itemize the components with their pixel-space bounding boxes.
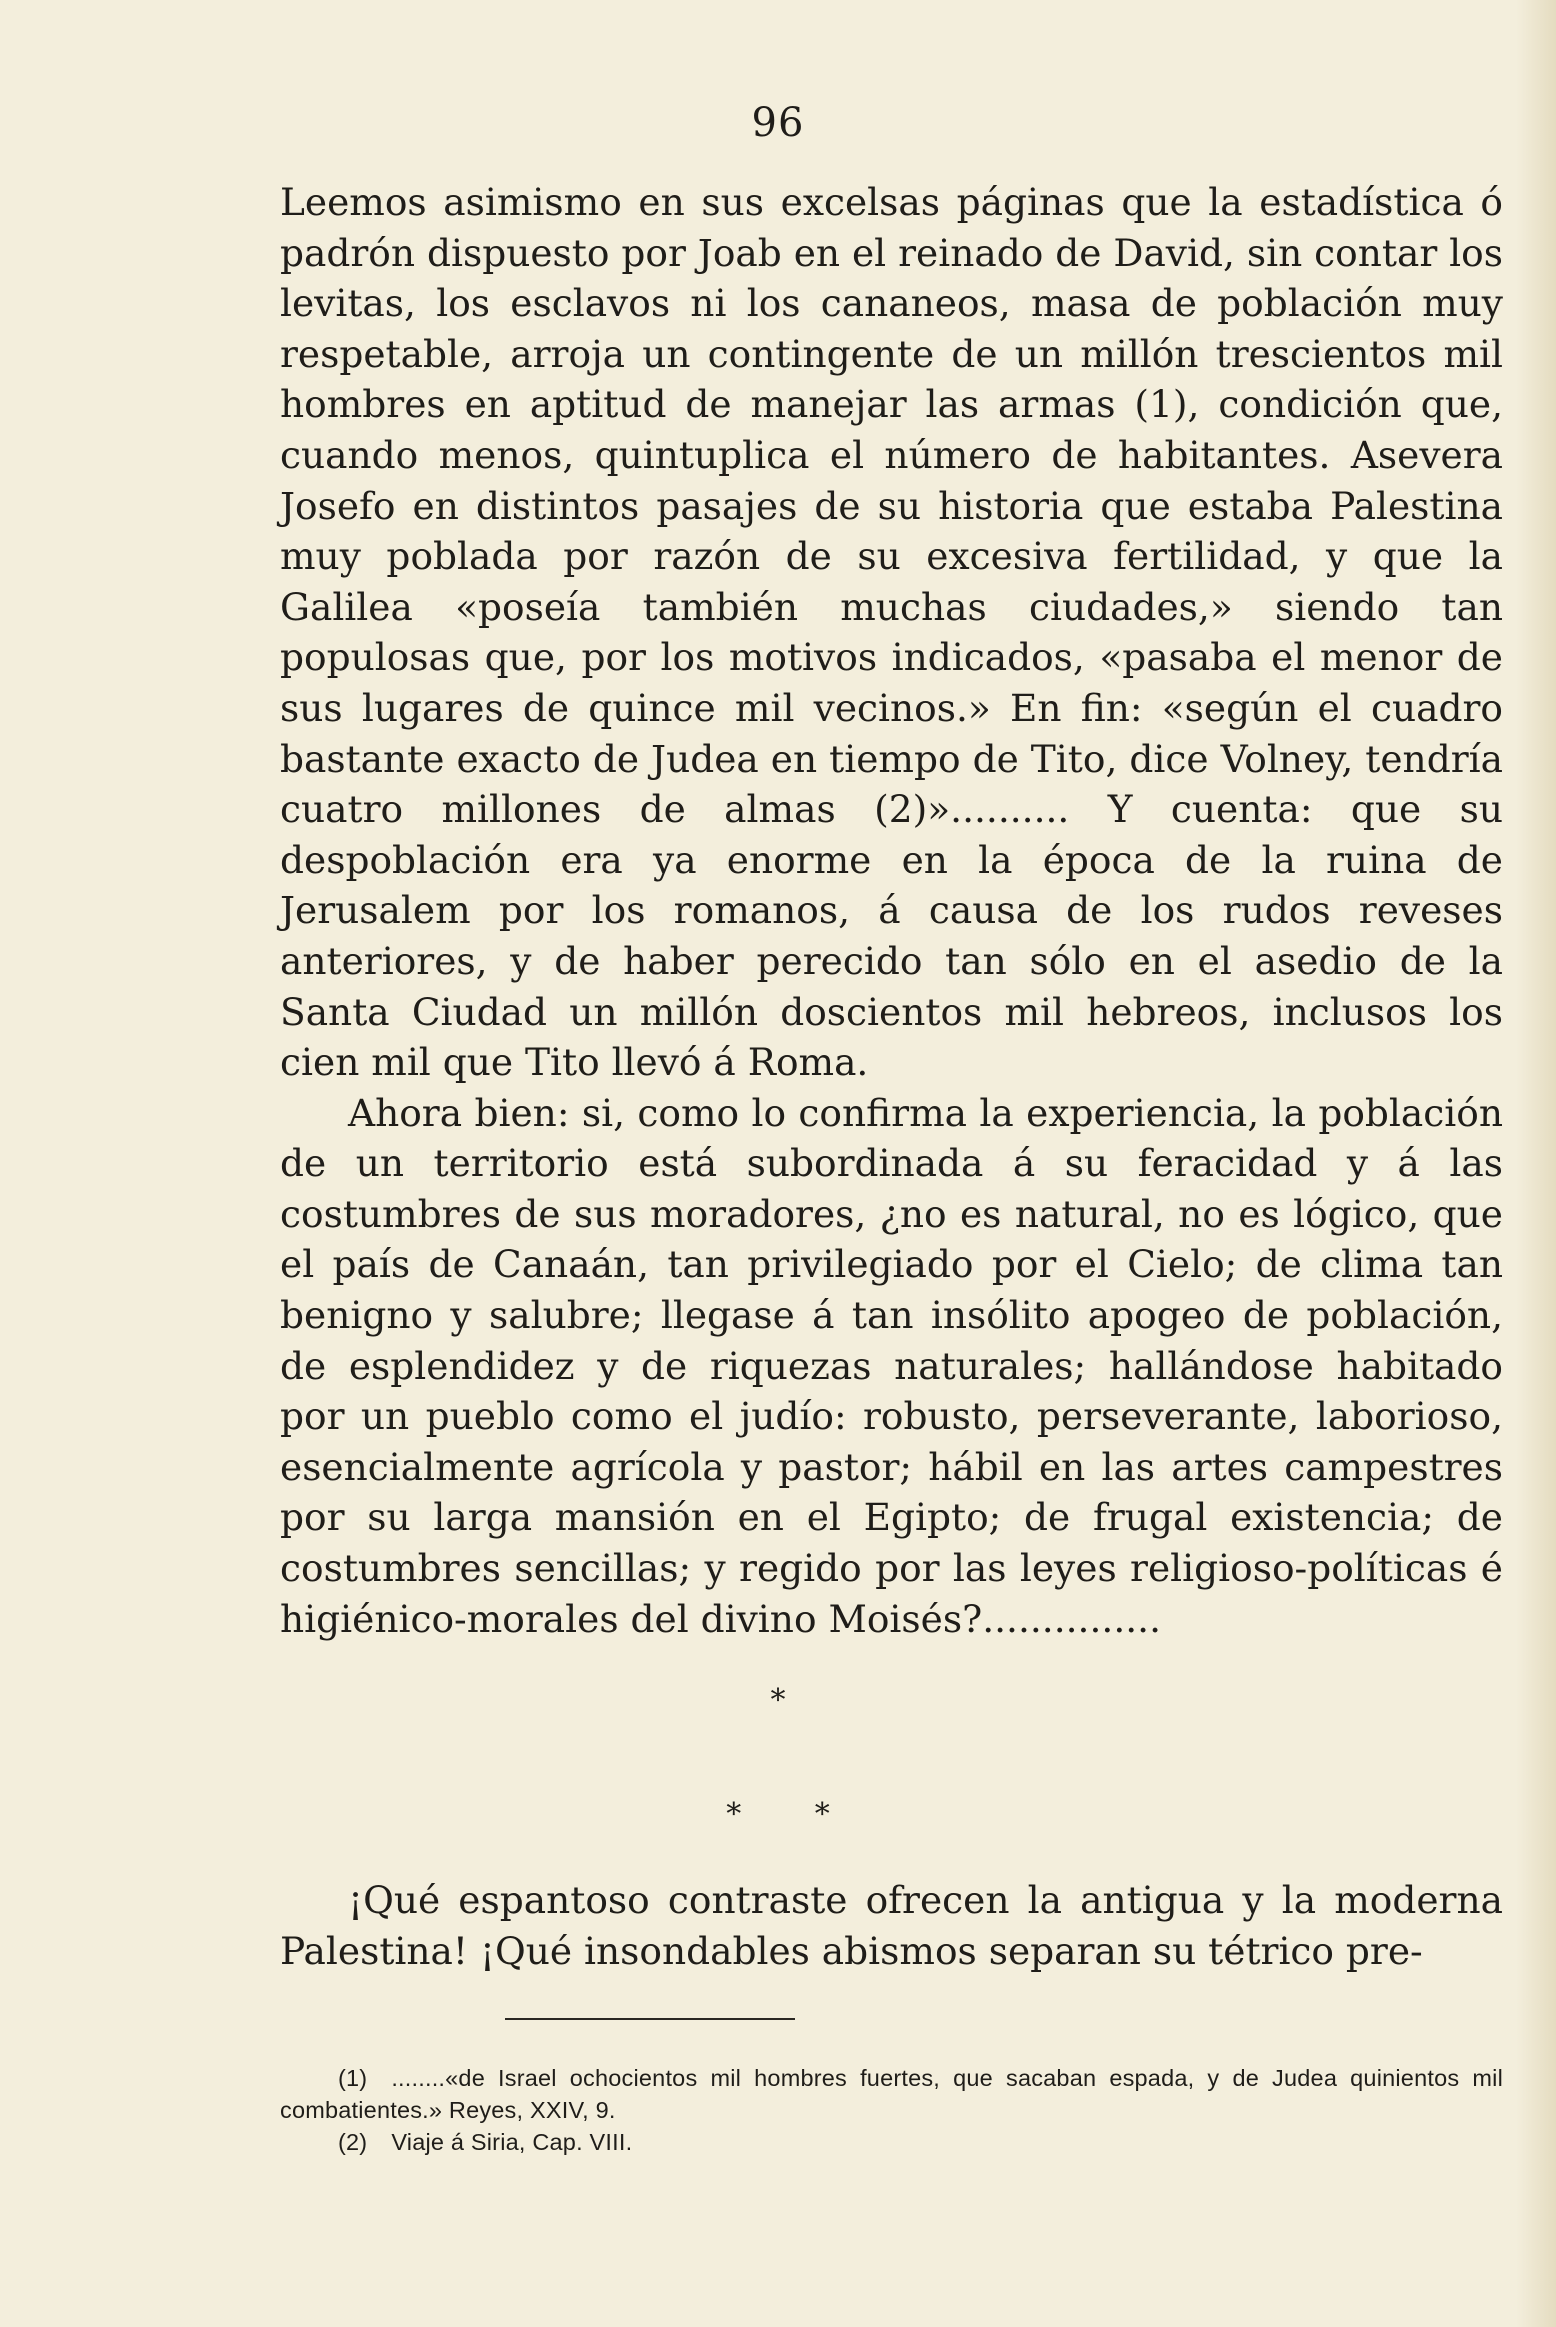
footnote-1 xyxy=(280,2062,1503,2126)
page-edge-shadow xyxy=(1516,0,1556,2327)
footnote-2 xyxy=(280,2126,1503,2158)
footnote-mark: (1) xyxy=(338,2065,368,2091)
footnote-mark: (2) xyxy=(338,2129,368,2155)
section-break-asterisk: * xyxy=(726,1797,742,1832)
footnotes xyxy=(280,2062,1503,2158)
continuation-paragraph xyxy=(280,1875,1503,1976)
paragraph-1: Leemos asimismo en sus excelsas páginas que la estadística ó padrón dispuesto por Joab en el reinado de David, sin contar los levitas, los esclavos ni los cananeos, masa de población muy respetable, arroja un contingente de un millón trescientos mil hombres en aptitud de manejar las armas (1), condición que, cuando menos, quintuplica el número de habitantes. Asevera Josefo en distintos pasajes de su historia que estaba Palestina muy poblada por razón de su excesiva fertilidad, y que la Galilea «poseía también muchas ciudades,» siendo tan populosas que, por los motivos indicados, «pasaba el menor de sus lugares de quince mil vecinos.» En fin: «según el cuadro bastante exacto de Judea en tiempo de Tito, dice Volney, tendría cuatro millones de almas (2)».......... Y cuenta: que su despoblación era ya enorme en la época de la ruina de Jerusalem por los romanos, á causa de los rudos reveses anteriores, y de haber perecido tan sólo en el asedio de la Santa Ciudad un millón doscientos mil hebreos, inclusos los cien mil que Tito llevó á Roma. xyxy=(280,180,1503,1085)
paragraph-3: ¡Qué espantoso contraste ofrecen la antigua y la moderna Palestina! ¡Qué insondables abismos separan su tétrico pre- xyxy=(280,1878,1503,1973)
section-break-asterisk: * xyxy=(814,1797,830,1832)
main-text xyxy=(280,177,1503,1644)
footnote-text: Viaje á Siria, Cap. VIII. xyxy=(391,2129,633,2155)
footnote-text: ........«de Israel ochocientos mil hombres fuertes, que sacaban espada, y de Judea quinientos mil combatientes.» Reyes, XXIV, 9. xyxy=(280,2065,1503,2123)
section-break-top-asterisk: * xyxy=(770,1683,786,1718)
section-break-bottom-asterisks xyxy=(0,1797,1556,1832)
footnote-divider xyxy=(505,2018,795,2020)
page-number: 96 xyxy=(751,100,805,146)
paragraph-2: Ahora bien: si, como lo confirma la experiencia, la población de un territorio está subordinada á su feracidad y á las costumbres de sus moradores, ¿no es natural, no es lógico, que el país de Canaán, tan privilegiado por el Cielo; de clima tan benigno y salubre; llegase á tan insólito apogeo de población, de esplendidez y de riquezas naturales; hallándose habitado por un pueblo como el judío: robusto, perseverante, laborioso, esencialmente agrícola y pastor; hábil en las artes campestres por su larga mansión en el Egipto; de frugal existencia; de costumbres sencillas; y regido por las leyes religioso-políticas é higiénico-morales del divino Moisés?............... xyxy=(280,1090,1503,1641)
